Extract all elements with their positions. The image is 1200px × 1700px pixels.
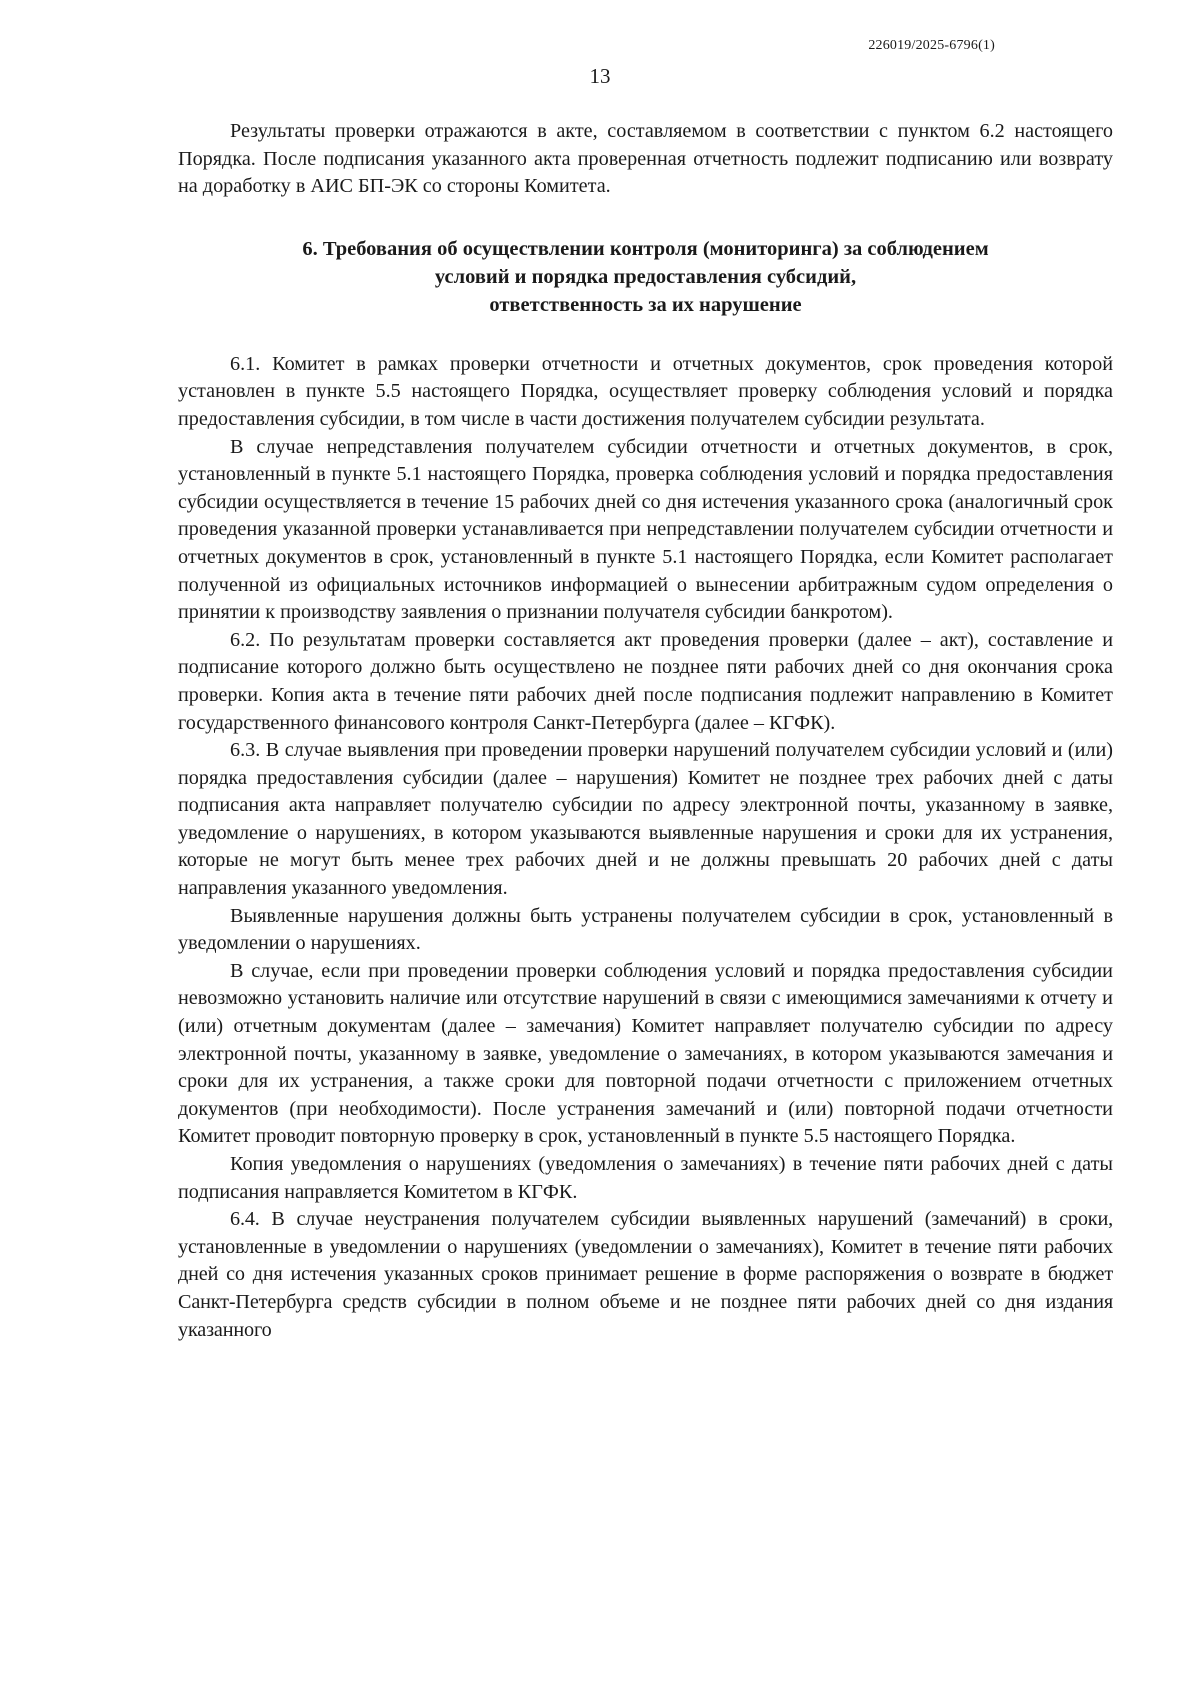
page-number: 13 [589,64,611,88]
intro-paragraph: Результаты проверки отражаются в акте, составляемом в соответствии с пунктом 6.2 настоящего Порядка. После подписания указанного акта проверенная отчетность подлежит подписанию или возврату на доработку в АИС БП-ЭК со стороны Комитета. [178,120,1113,198]
paragraph-6-4: 6.4. В случае неустранения получателем субсидии выявленных нарушений (замечаний) в сроки, установленные в уведомлении о нарушениях (уведомлении о замечаниях), Комитет в течение пяти рабочих дней со дня истечения указанных сроков принимает решение в форме распоряжения о возврате в бюджет Санкт-Петербурга средств субсидии в полном объеме и не позднее пяти рабочих дней со дня издания указанного [178,1208,1113,1341]
paragraph-6-1: 6.1. Комитет в рамках проверки отчетности и отчетных документов, срок проведения которой установлен в пункте 5.5 настоящего Порядка, осуществляет проверку соблюдения условий и порядка предоставления субсидии, в том числе в части достижения получателем субсидии результата. [178,352,1113,430]
document-id: 226019/2025-6796(1) [868,38,995,53]
section-heading [178,235,1113,319]
paragraph-6-1-continued: В случае непредставления получателем субсидии отчетности и отчетных документов, в срок, установленный в пункте 5.1 настоящего Порядка, проверка соблюдения условий и порядка предоставления субсидии осуществляется в течение 15 рабочих дней со дня истечения указанного срока (аналогичный срок проведения указанной проверки устанавливается при непредставлении получателем субсидии отчетности и отчетных документов в срок, установленный в пункте 5.1 настоящего Порядка, если Комитет располагает полученной из официальных источников информацией о вынесении арбитражным судом определения о принятии к производству заявления о признании получателя субсидии банкротом). [178,435,1113,624]
paragraph-6-3: 6.3. В случае выявления при проведении проверки нарушений получателем субсидии условий и (или) порядка предоставления субсидии (далее – нарушения) Комитет не позднее трех рабочих дней с даты подписания акта направляет получателю субсидии по адресу электронной почты, указанному в заявке, уведомление о нарушениях, в котором указываются выявленные нарушения и сроки для их устранения, которые не могут быть менее трех рабочих дней и не должны превышать 20 рабочих дней с даты направления указанного уведомления. [178,739,1113,900]
paragraph-notice-copy: Копия уведомления о нарушениях (уведомления о замечаниях) в течение пяти рабочих дней с даты подписания направляется Комитетом в КГФК. [178,1153,1113,1203]
paragraph-remarks: В случае, если при проведении проверки соблюдения условий и порядка предоставления субсидии невозможно установить наличие или отсутствие нарушений в связи с имеющимися замечаниями к отчету и (или) отчетным документам (далее – замечания) Комитет направляет получателю субсидии по адресу электронной почты, указанному в заявке, уведомление о замечаниях, в котором указываются замечания и сроки для их устранения, а также сроки для повторной подачи отчетности с приложением отчетных документов (при необходимости). После устранения замечаний и (или) повторной подачи отчетности Комитет проводит повторную проверку в срок, установленный в пункте 5.5 настоящего Порядка. [178,959,1113,1148]
section-heading-line-2: условий и порядка предоставления субсидий, [434,265,857,288]
paragraph-6-2: 6.2. По результатам проверки составляется акт проведения проверки (далее – акт), составление и подписание которого должно быть осуществлено не позднее пяти рабочих дней со дня окончания срока проверки. Копия акта в течение пяти рабочих дней после подписания подлежит направлению в Комитет государственного финансового контроля Санкт-Петербурга (далее – КГФК). [178,628,1113,734]
section-heading-line-3: ответственность за их нарушение [489,293,802,316]
document-body [178,118,1113,1344]
section-heading-line-1: 6. Требования об осуществлении контроля (мониторинга) за соблюдением [302,237,989,260]
paragraph-violations-eliminated: Выявленные нарушения должны быть устранены получателем субсидии в срок, установленный в уведомлении о нарушениях. [178,904,1113,955]
